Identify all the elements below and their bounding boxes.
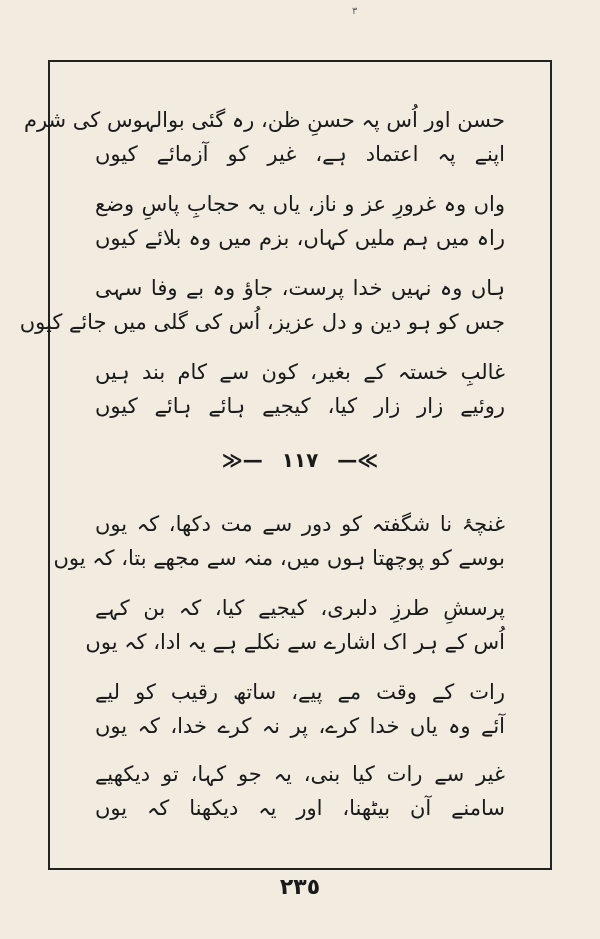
ornament-left: ≫— (221, 448, 263, 472)
stanza-4 (95, 356, 505, 423)
verse-line: اُس کے ہر اک اشارے سے نکلے ہے یہ ادا، کہ یوں (85, 629, 505, 654)
verse-line: غنچۂ نا شگفتہ کو دور سے مت دکھا، کہ یوں (95, 512, 505, 536)
verse-line: ہاں وہ نہیں خدا پرست، جاؤ وہ بے وفا سہی (95, 276, 505, 300)
stanza-6 (85, 592, 505, 659)
verse-line: پرسشِ طرزِ دلبری، کیجیے کیا، کہ بن کہے (95, 596, 505, 620)
verse-line: غالبِ خستہ کے بغیر، کون سے کام بند ہیں (95, 360, 505, 384)
stanza-1 (23, 104, 505, 171)
page-number: ٢٣٥ (279, 875, 321, 900)
stanza-2 (95, 188, 505, 255)
top-margin-mark: ٣ (352, 6, 358, 17)
stanza-7 (95, 676, 505, 743)
verse-line: آئے وہ یاں خدا کرے، پر نہ کرے خدا، کہ یوں (95, 713, 505, 738)
ornament-right: —≪ (337, 448, 379, 472)
verse-line: واں وہ غرورِ عز و ناز، یاں یہ حجابِ پاسِ وضع (95, 192, 505, 216)
verse-line: جس کو ہو دین و دل عزیز، اُس کی گلی میں جائے کیوں (19, 309, 505, 334)
verse-line: روئیے زار زار کیا، کیجیے ہائے ہائے کیوں (95, 393, 505, 418)
verse-line: رات کے وقت مے پیے، ساتھ رقیب کو لیے (95, 680, 505, 704)
verse-line: بوسے کو پوچھتا ہوں میں، منہ سے مجھے بتا، کہ یوں (53, 545, 505, 570)
verse-line: حسن اور اُس پہ حسنِ ظن، رہ گئی بوالہوس کی شرم (23, 108, 505, 132)
verse-line: غیر سے رات کیا بنی، یہ جو کہا، تو دیکھیے (95, 762, 505, 786)
ghazal-number-divider (0, 448, 600, 472)
stanza-3 (19, 272, 505, 339)
stanza-8 (95, 758, 505, 825)
stanza-5 (53, 508, 505, 575)
verse-line: راہ میں ہم ملیں کہاں، بزم میں وہ بلائے کیوں (95, 225, 505, 250)
verse-line: سامنے آن بیٹھنا، اور یہ دیکھنا کہ یوں (95, 795, 505, 820)
ghazal-number: ١١٧ (281, 448, 319, 472)
verse-line: اپنے پہ اعتماد ہے، غیر کو آزمائے کیوں (95, 141, 505, 166)
